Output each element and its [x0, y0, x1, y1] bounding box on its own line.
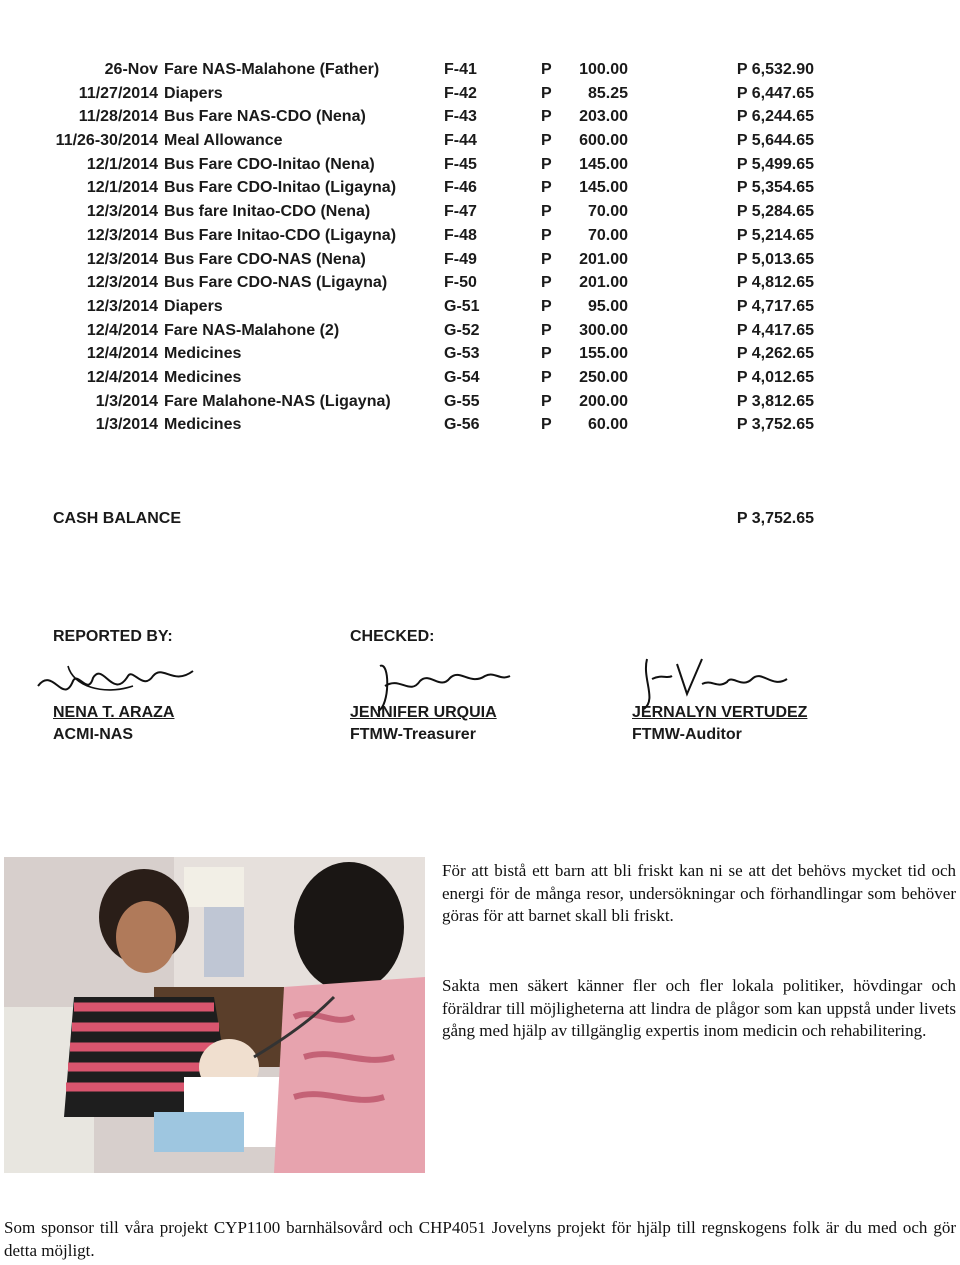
ledger-currency: P: [541, 61, 552, 78]
ledger-balance: P 4,417.65: [736, 321, 814, 339]
handwritten-signature: [370, 656, 520, 716]
ledger-currency: P: [541, 179, 552, 197]
treasurer-role: FTMW-Treasurer: [350, 726, 476, 743]
ledger-description: Bus Fare Initao-CDO (Ligayna): [164, 226, 397, 244]
ledger-date: 1/3/2014: [95, 416, 158, 434]
ledger-currency: P: [541, 132, 552, 150]
ledger-row: [0, 58, 960, 82]
clinic-photo-illustration: [4, 857, 425, 1173]
ledger-currency: P: [541, 203, 552, 221]
ledger-reference: F-43: [444, 108, 477, 126]
ledger-balance: P 5,499.65: [736, 155, 814, 173]
ledger-amount: 200.00: [579, 392, 628, 410]
auditor-role: FTMW-Auditor: [632, 726, 742, 743]
ledger-balance: P 5,013.65: [736, 250, 814, 268]
ledger-row: [0, 129, 960, 153]
ledger-description: Bus Fare CDO-Initao (Nena): [164, 155, 375, 173]
ledger-reference: G-51: [444, 297, 480, 315]
clinic-photo: [4, 857, 425, 1173]
ledger-description: Diapers: [164, 297, 223, 315]
ledger-balance: P 6,532.90: [736, 61, 814, 78]
ledger-row: [0, 248, 960, 272]
ledger-reference: F-48: [444, 226, 477, 244]
ledger-date: 12/3/2014: [86, 226, 158, 244]
ledger-date: 12/3/2014: [86, 203, 158, 221]
ledger-row: [0, 295, 960, 319]
ledger-amount: 145.00: [579, 179, 628, 197]
ledger-description: Medicines: [164, 345, 242, 363]
expense-ledger: [0, 58, 960, 437]
ledger-currency: P: [541, 392, 552, 410]
ledger-description: Bus Fare NAS-CDO (Nena): [164, 108, 366, 126]
ledger-reference: F-47: [444, 203, 477, 221]
ledger-description: Medicines: [164, 368, 242, 386]
ledger-row: [0, 82, 960, 106]
ledger-amount: 203.00: [579, 108, 628, 126]
paragraph-effort: För att bistå ett barn att bli friskt kan ni se att det behövs mycket tid och energi för de många resor, undersökningar och förhandlingar som behöver göras för att barnet skall bli friskt.: [442, 861, 956, 925]
ledger-reference: G-54: [444, 368, 480, 386]
ledger-amount: 201.00: [579, 250, 628, 268]
ledger-currency: P: [541, 226, 552, 244]
ledger-date: 11/28/2014: [78, 108, 158, 126]
reported-by-label: REPORTED BY:: [53, 628, 173, 645]
ledger-amount: 145.00: [579, 155, 628, 173]
reporter-role: ACMI-NAS: [53, 726, 133, 743]
ledger-amount: 600.00: [579, 132, 628, 150]
ledger-date: 12/4/2014: [86, 321, 158, 339]
ledger-row: [0, 390, 960, 414]
ledger-date: 1/3/2014: [95, 392, 158, 410]
ledger-balance: P 4,812.65: [736, 274, 814, 292]
ledger-currency: P: [541, 345, 552, 363]
ledger-balance: P 5,354.65: [736, 179, 814, 197]
auditor-name: JERNALYN VERTUDEZ: [632, 704, 808, 721]
checked-label: CHECKED:: [350, 628, 435, 645]
ledger-row: [0, 176, 960, 200]
ledger-amount: 70.00: [587, 226, 628, 244]
ledger-date: 12/1/2014: [86, 179, 158, 197]
ledger-amount: 95.00: [587, 297, 628, 315]
ledger-date: 12/4/2014: [86, 345, 158, 363]
ledger-amount: 70.00: [587, 203, 628, 221]
handwritten-signature: [33, 656, 203, 716]
signature-block-auditor: [632, 704, 807, 744]
ledger-reference: G-55: [444, 392, 480, 410]
ledger-currency: P: [541, 84, 552, 102]
ledger-balance: P 5,284.65: [736, 203, 814, 221]
ledger-row: [0, 413, 960, 437]
ledger-balance: P 3,812.65: [736, 392, 814, 410]
ledger-balance: P 4,717.65: [736, 297, 814, 315]
ledger-date: 12/3/2014: [86, 274, 158, 292]
ledger-balance: P 4,262.65: [736, 345, 814, 363]
ledger-description: Meal Allowance: [164, 132, 283, 150]
ledger-description: Diapers: [164, 84, 223, 102]
signature-block-treasurer: [350, 704, 497, 744]
ledger-balance: P 6,244.65: [736, 108, 814, 126]
ledger-amount: 155.00: [579, 345, 628, 363]
ledger-row: [0, 319, 960, 343]
treasurer-name: JENNIFER URQUIA: [350, 704, 497, 721]
signature-block-reporter: [53, 704, 174, 744]
ledger-date: 12/4/2014: [86, 368, 158, 386]
ledger-date: 11/27/2014: [78, 84, 158, 102]
ledger-currency: P: [541, 155, 552, 173]
ledger-currency: P: [541, 416, 552, 434]
ledger-currency: P: [541, 321, 552, 339]
ledger-reference: G-53: [444, 345, 480, 363]
ledger-date: 12/1/2014: [86, 155, 158, 173]
ledger-description: Fare NAS-Malahone (2): [164, 321, 340, 339]
ledger-description: Medicines: [164, 416, 242, 434]
ledger-reference: F-45: [444, 155, 477, 173]
ledger-balance: P 6,447.65: [736, 84, 814, 102]
reporter-name: NENA T. ARAZA: [53, 704, 175, 721]
ledger-reference: F-41: [444, 61, 477, 78]
ledger-amount: 60.00: [587, 416, 628, 434]
ledger-reference: G-56: [444, 416, 480, 434]
ledger-amount: 85.25: [587, 84, 628, 102]
ledger-date: 26-Nov: [104, 61, 158, 78]
ledger-currency: P: [541, 297, 552, 315]
ledger-description: Bus Fare CDO-NAS (Ligayna): [164, 274, 388, 292]
ledger-reference: F-42: [444, 84, 477, 102]
ledger-balance: P 4,012.65: [736, 368, 814, 386]
ledger-description: Fare Malahone-NAS (Ligayna): [164, 392, 391, 410]
ledger-amount: 100.00: [579, 61, 628, 78]
ledger-description: Bus Fare CDO-NAS (Nena): [164, 250, 366, 268]
cash-balance-row: [0, 510, 960, 534]
ledger-description: Fare NAS-Malahone (Father): [164, 61, 380, 78]
ledger-row: [0, 200, 960, 224]
ledger-description: Bus Fare CDO-Initao (Ligayna): [164, 179, 397, 197]
ledger-currency: P: [541, 274, 552, 292]
ledger-reference: F-44: [444, 132, 477, 150]
ledger-balance: P 5,214.65: [736, 226, 814, 244]
ledger-description: Bus fare Initao-CDO (Nena): [164, 203, 371, 221]
cash-balance-label: CASH BALANCE: [53, 510, 181, 527]
ledger-currency: P: [541, 108, 552, 126]
ledger-row: [0, 224, 960, 248]
ledger-row: [0, 366, 960, 390]
ledger-row: [0, 271, 960, 295]
ledger-row: [0, 105, 960, 129]
ledger-currency: P: [541, 250, 552, 268]
paragraph-sponsor: Som sponsor till våra projekt CYP1100 barnhälsovård och CHP4051 Jovelyns projekt för hjälp till regnskogens folk är du med och gör detta möjligt.: [4, 1218, 956, 1260]
ledger-amount: 250.00: [579, 368, 628, 386]
ledger-reference: F-50: [444, 274, 477, 292]
ledger-reference: F-46: [444, 179, 477, 197]
ledger-row: [0, 153, 960, 177]
cash-balance-value: P 3,752.65: [736, 510, 814, 527]
ledger-date: 12/3/2014: [86, 297, 158, 315]
ledger-amount: 201.00: [579, 274, 628, 292]
ledger-date: 11/26-30/2014: [55, 132, 158, 150]
ledger-amount: 300.00: [579, 321, 628, 339]
handwritten-signature: [632, 654, 802, 714]
ledger-date: 12/3/2014: [86, 250, 158, 268]
ledger-currency: P: [541, 368, 552, 386]
ledger-reference: G-52: [444, 321, 480, 339]
ledger-reference: F-49: [444, 250, 477, 268]
ledger-row: [0, 342, 960, 366]
paragraph-politicians: Sakta men säkert känner fler och fler lokala politiker, hövdingar och föräldrar till möjligheterna att lindra de plågor som kan uppstå under livets gång med hjälp av tillgänglig expertis inom medicin och rehabilitering.: [442, 976, 956, 1040]
ledger-balance: P 5,644.65: [736, 132, 814, 150]
ledger-balance: P 3,752.65: [736, 416, 814, 434]
